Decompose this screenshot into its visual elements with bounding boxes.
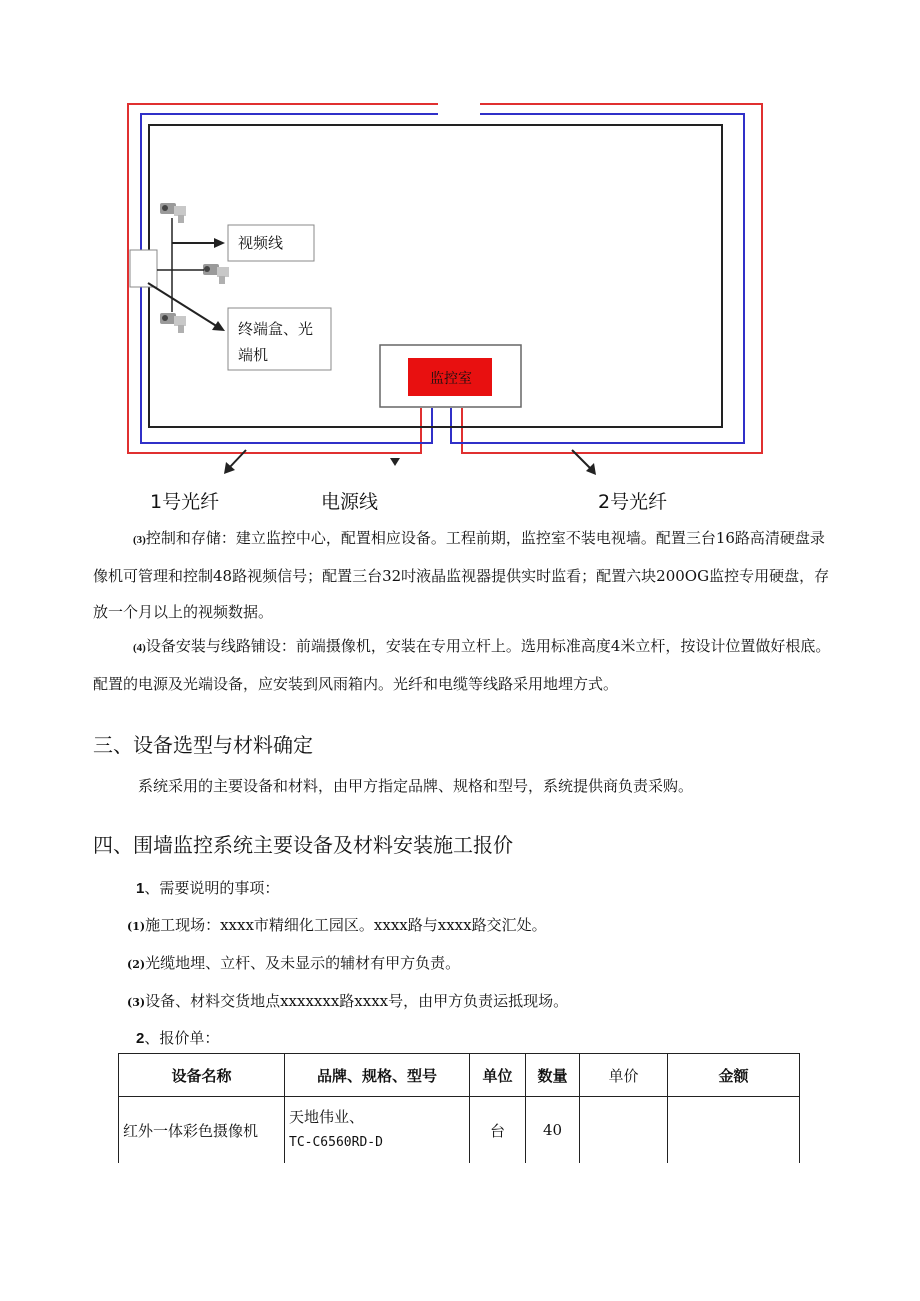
item-number: (3) xyxy=(133,534,146,546)
header-amount: 金额 xyxy=(668,1054,800,1097)
item-number: (4) xyxy=(133,642,146,654)
arrow-head xyxy=(214,238,225,248)
quote-table xyxy=(118,1053,800,1163)
sub-text: 、需要说明的事项： xyxy=(144,879,280,897)
model-text: TC-C6560RD-D xyxy=(289,1135,383,1150)
paragraph-installation xyxy=(93,628,833,702)
cell-unit: 台 xyxy=(470,1097,526,1164)
diagram-canvas xyxy=(0,0,920,520)
note-number: (1) xyxy=(127,920,146,933)
note-number: (3) xyxy=(127,996,146,1009)
cell-amount xyxy=(668,1097,800,1164)
camera-icon xyxy=(160,313,186,333)
cell-device-name: 红外一体彩色摄像机 xyxy=(119,1097,285,1164)
subheading xyxy=(136,877,279,898)
note-item xyxy=(127,914,547,935)
terminal-label-line1: 终端盒、光 xyxy=(238,320,314,338)
header-brand-model: 品牌、规格、型号 xyxy=(285,1054,470,1097)
sub-number: 1 xyxy=(136,880,145,897)
wiring-diagram xyxy=(0,0,920,520)
cell-quantity: 40 xyxy=(526,1097,580,1164)
paragraph-text: 控制和存储：建立监控中心，配置相应设备。工程前期，监控室不装电视墙。配置三台16路高清硬盘录像机可管理和控制48路视频信号；配置三台32吋液晶监视器提供实时监看；配置六块200OG监控专用硬盘，存放一个月以上的视频数据。 xyxy=(93,529,830,621)
paragraph-text: 设备安装与线路铺设：前端摄像机，安装在专用立杆上。选用标准高度4米立杆，按设计位置做好根底。配置的电源及光端设备，应安装到风雨箱内。光纤和电缆等线路采用地埋方式。 xyxy=(93,637,831,693)
junction-box xyxy=(130,250,157,287)
camera-icon xyxy=(160,203,186,223)
header-unit-price: 单价 xyxy=(580,1054,668,1097)
header-unit: 单位 xyxy=(470,1054,526,1097)
sub-number: 2 xyxy=(136,1030,145,1047)
power-arrow-head xyxy=(390,458,400,466)
subheading xyxy=(136,1027,219,1048)
header-quantity: 数量 xyxy=(526,1054,580,1097)
paragraph-control-storage xyxy=(93,520,833,630)
note-item xyxy=(127,952,460,973)
note-number: (2) xyxy=(127,958,146,971)
cell-unit-price xyxy=(580,1097,668,1164)
header-device-name: 设备名称 xyxy=(119,1054,285,1097)
sub-text: 、报价单： xyxy=(144,1029,220,1047)
table-row xyxy=(119,1097,800,1164)
cell-brand-model xyxy=(285,1097,470,1164)
video-line-label: 视频线 xyxy=(238,234,284,252)
monitor-room-label: 监控室 xyxy=(430,371,472,387)
camera-icon xyxy=(203,264,229,284)
brand-text: 天地伟业、 xyxy=(289,1108,365,1126)
power-line-label: 电源线 xyxy=(321,491,379,513)
section-body: 系统采用的主要设备和材料，由甲方指定品牌、规格和型号，系统提供商负责采购。 xyxy=(138,777,694,795)
note-text: 施工现场：xxxx市精细化工园区。xxxx路与xxxx路交汇处。 xyxy=(145,916,547,934)
fiber2-label: 2号光纤 xyxy=(598,491,668,513)
section-heading: 四、围墙监控系统主要设备及材料安装施工报价 xyxy=(93,833,513,857)
note-text: 光缆地埋、立杆、及未显示的辅材有甲方负责。 xyxy=(145,954,461,972)
arrow-head xyxy=(212,321,225,331)
fiber1-label: 1号光纤 xyxy=(150,491,220,513)
note-item xyxy=(127,990,568,1011)
section-heading: 三、设备选型与材料确定 xyxy=(93,733,313,757)
note-text: 设备、材料交货地点xxxxxxx路xxxx号，由甲方负责运抵现场。 xyxy=(145,992,569,1010)
table-header-row xyxy=(119,1054,800,1097)
terminal-label-line2: 端机 xyxy=(238,346,269,364)
